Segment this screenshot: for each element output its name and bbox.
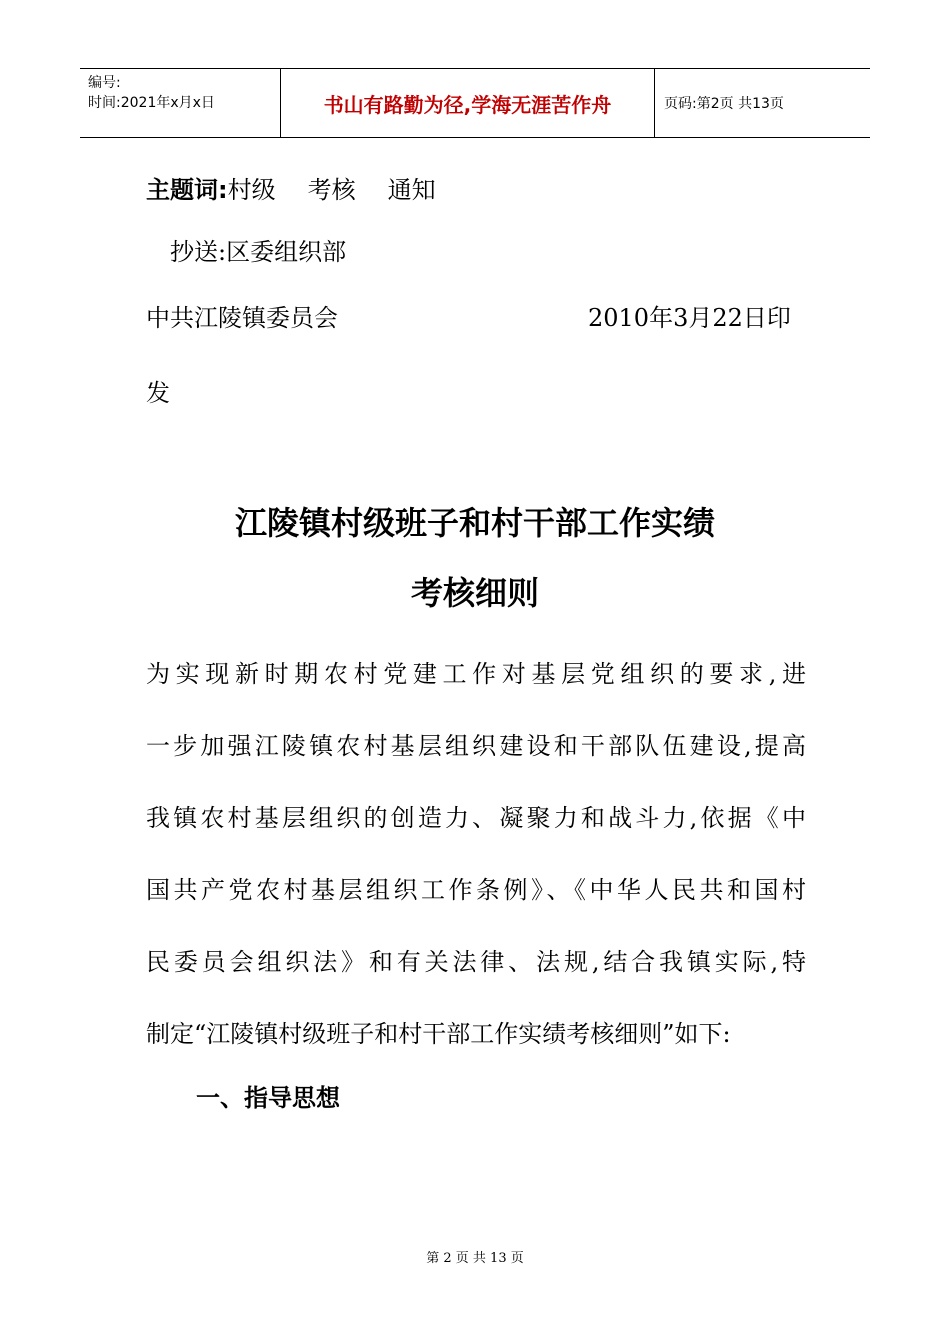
paragraph-line: 制定“江陵镇村级班子和村干部工作实绩考核细则”如下: [146, 1020, 731, 1048]
header-meta [80, 69, 281, 137]
paragraph-line: 为实现新时期农村党建工作对基层党组织的要求,进 [146, 660, 806, 688]
keyword-item: 考核 [307, 176, 356, 204]
time-label: 时间:2021年x月x日 [88, 95, 215, 111]
issue-date: 2010年3月22日印 [588, 304, 791, 332]
paragraph-line: 国共产党农村基层组织工作条例》、《中华人民共和国村 [146, 876, 806, 904]
keyword-item: 通知 [387, 176, 436, 204]
document-title-line-2: 考核细则 [410, 574, 539, 612]
document-title-line-1: 江陵镇村级班子和村干部工作实绩 [234, 504, 715, 542]
cc-line: 抄送:区委组织部 [170, 238, 347, 266]
paragraph-line: 我镇农村基层组织的创造力、凝聚力和战斗力,依据《中 [146, 804, 806, 832]
page-header [80, 68, 870, 138]
page-footer: 第 2 页 共 13 页 [426, 1251, 524, 1266]
keywords-label: 主题词: [146, 176, 228, 204]
intro-paragraph [146, 638, 806, 1070]
issuer: 中共江陵镇委员会 [146, 304, 338, 332]
header-page-info: 页码:第2页 共13页 [664, 96, 784, 112]
number-label: 编号: [88, 75, 121, 91]
keyword-item: 村级 [227, 176, 276, 204]
issue-date-continued: 发 [146, 379, 170, 407]
header-motto: 书山有路勤为径,学海无涯苦作舟 [281, 69, 655, 137]
paragraph-line: 民委员会组织法》和有关法律、法规,结合我镇实际,特 [146, 948, 806, 976]
paragraph-line: 一步加强江陵镇农村基层组织建设和干部队伍建设,提高 [146, 732, 806, 760]
section-heading: 一、指导思想 [196, 1084, 340, 1112]
keywords-line [146, 170, 468, 205]
